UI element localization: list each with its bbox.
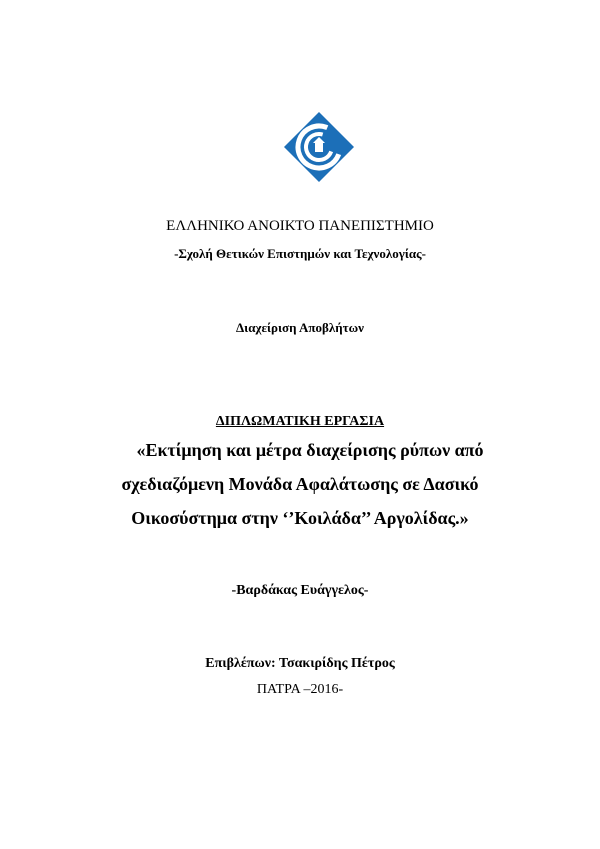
thesis-title-line-1: «Εκτίμηση και μέτρα διαχείρισης ρύπων από <box>136 440 484 460</box>
author-name: -Βαρδάκας Ευάγγελος- <box>231 583 369 598</box>
thesis-type: ΔΙΠΛΩΜΑΤΙΚΗ ΕΡΓΑΣΙΑ <box>215 414 385 429</box>
university-name: ΕΛΛΗΝΙΚΟ ΑΝΟΙΚΤΟ ΠΑΝΕΠΙΣΤΗΜΙΟ <box>166 218 434 234</box>
university-logo-icon <box>284 112 354 182</box>
course-subject: Διαχείριση Αποβλήτων <box>236 320 364 335</box>
school-name: -Σχολή Θετικών Επιστημών και Τεχνολογίας- <box>174 246 426 261</box>
place-and-date: ΠΑΤΡΑ –2016- <box>256 682 344 697</box>
supervisor: Επιβλέπων: Τσακιρίδης Πέτρος <box>205 656 395 671</box>
thesis-title-line-3: Οικοσύστημα στην ‘’Κοιλάδα’’ Αργολίδας.» <box>131 508 469 528</box>
thesis-title-line-2: σχεδιαζόμενη Μονάδα Αφαλάτωσης σε Δασικό <box>121 474 479 494</box>
